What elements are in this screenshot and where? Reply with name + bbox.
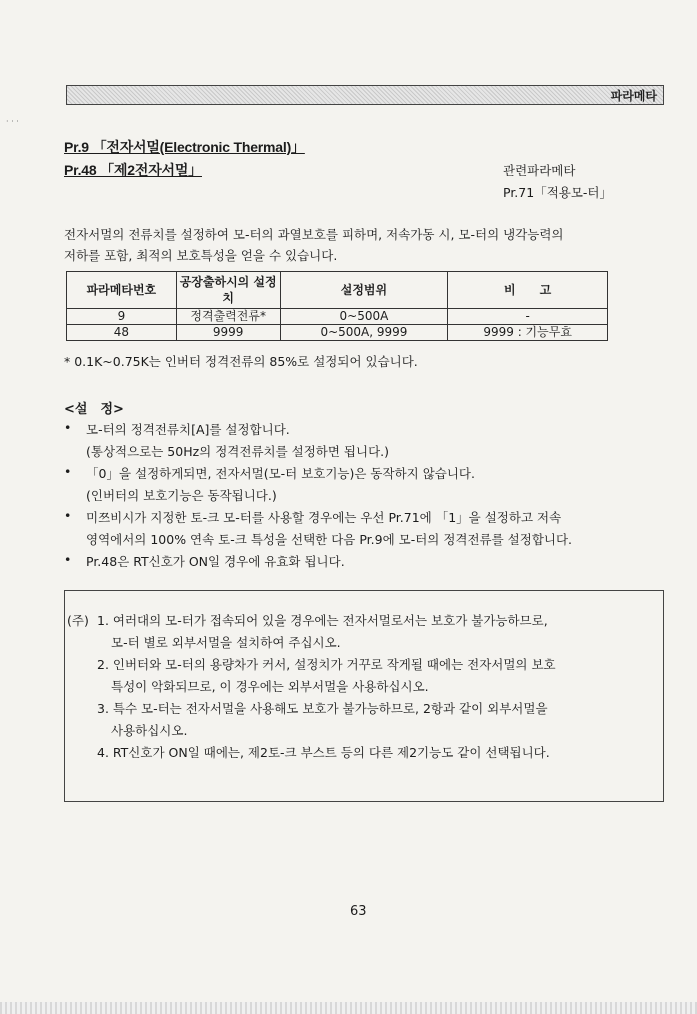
list-item <box>86 442 389 460</box>
table-header-row <box>67 272 608 309</box>
notes-prefix: (주) <box>67 613 89 628</box>
section-header-label: 파라메타 <box>610 89 657 103</box>
table-row <box>67 325 608 341</box>
table-cell: 9999 <box>176 325 280 341</box>
table-header-cell: 공장출하시의 설정치 <box>176 272 280 309</box>
list-item <box>64 420 290 438</box>
bullet-icon: • <box>64 464 72 479</box>
table-cell: 9 <box>67 309 177 325</box>
list-item-text: (통상적으로는 50Hz의 정격전류치를 설정하면 됩니다.) <box>86 444 389 459</box>
list-item-text: Pr.48은 RT신호가 ON일 경우에 유효화 됩니다. <box>86 554 345 569</box>
table-cell: 정격출력전류* <box>176 309 280 325</box>
note-line: 4. RT신호가 ON일 때에는, 제2토-크 부스트 등의 다른 제2기능도 같이 선택됩니다. <box>97 745 550 760</box>
title-pr48: Pr.48 「제2전자서멀」 <box>64 162 202 178</box>
section-header-bar <box>66 85 664 105</box>
table-header-cell: 설정범위 <box>280 272 448 309</box>
list-item <box>64 552 345 570</box>
related-parameter-item: Pr.71「적용모-터」 <box>503 185 612 200</box>
note-line: 사용하십시오. <box>111 723 188 738</box>
page-number: 63 <box>350 904 367 919</box>
list-item-text: 미쯔비시가 지정한 토-크 모-터를 사용할 경우에는 우선 Pr.71에 「1」을 설정하고 저속 <box>86 510 562 525</box>
table-cell: 48 <box>67 325 177 341</box>
bullet-icon: • <box>64 508 72 523</box>
list-item-text: (인버터의 보호기능은 동작됩니다.) <box>86 488 277 503</box>
related-parameters-heading: 관련파라메타 <box>503 163 576 178</box>
intro-line-2: 저하를 포함, 최적의 보호특성을 얻을 수 있습니다. <box>64 248 338 263</box>
note-line: 모-터 별로 외부서멀을 설치하여 주십시오. <box>111 635 341 650</box>
bullet-icon: • <box>64 552 72 567</box>
title-pr9: Pr.9 「전자서멀(Electronic Thermal)」 <box>64 139 305 155</box>
notes-box <box>64 590 664 802</box>
list-item <box>86 486 277 504</box>
scan-mark: · · · <box>6 117 19 126</box>
parameter-table <box>66 271 608 341</box>
table-row <box>67 309 608 325</box>
note-line: 1. 여러대의 모-터가 접속되어 있을 경우에는 전자서멀로서는 보호가 불가능하므로, <box>97 613 548 628</box>
scan-edge-strip <box>0 1002 697 1014</box>
list-item-text: 모-터의 정격전류치[A]를 설정합니다. <box>86 422 290 437</box>
note-line: 특성이 악화되므로, 이 경우에는 외부서멀을 사용하십시오. <box>111 679 429 694</box>
table-header-cell: 비 고 <box>448 272 608 309</box>
note-line: 3. 특수 모-터는 전자서멀을 사용해도 보호가 불가능하므로, 2항과 같이 외부서멀을 <box>97 701 548 716</box>
intro-line-1: 전자서멀의 전류치를 설정하여 모-터의 과열보호를 피하며, 저속가동 시, 모-터의 냉각능력의 <box>64 227 564 242</box>
list-item <box>86 530 572 548</box>
list-item <box>64 508 561 526</box>
list-item-text: 「0」을 설정하게되면, 전자서멀(모-터 보호기능)은 동작하지 않습니다. <box>86 466 475 481</box>
bullet-icon: • <box>64 420 72 435</box>
list-item-text: 영역에서의 100% 연속 토-크 특성을 선택한 다음 Pr.9에 모-터의 정격전류를 설정합니다. <box>86 532 573 547</box>
table-footnote: * 0.1K~0.75K는 인버터 정격전류의 85%로 설정되어 있습니다. <box>64 354 418 369</box>
table-cell: - <box>448 309 608 325</box>
table-cell: 0~500A <box>280 309 448 325</box>
note-line: 2. 인버터와 모-터의 용량차가 커서, 설정치가 거꾸로 작게될 때에는 전자서멀의 보호 <box>97 657 556 672</box>
settings-title: <설 정> <box>64 402 124 417</box>
table-header-cell: 파라메타번호 <box>67 272 177 309</box>
table-cell: 9999 : 기능무효 <box>448 325 608 341</box>
table-cell: 0~500A, 9999 <box>280 325 448 341</box>
list-item <box>64 464 475 482</box>
